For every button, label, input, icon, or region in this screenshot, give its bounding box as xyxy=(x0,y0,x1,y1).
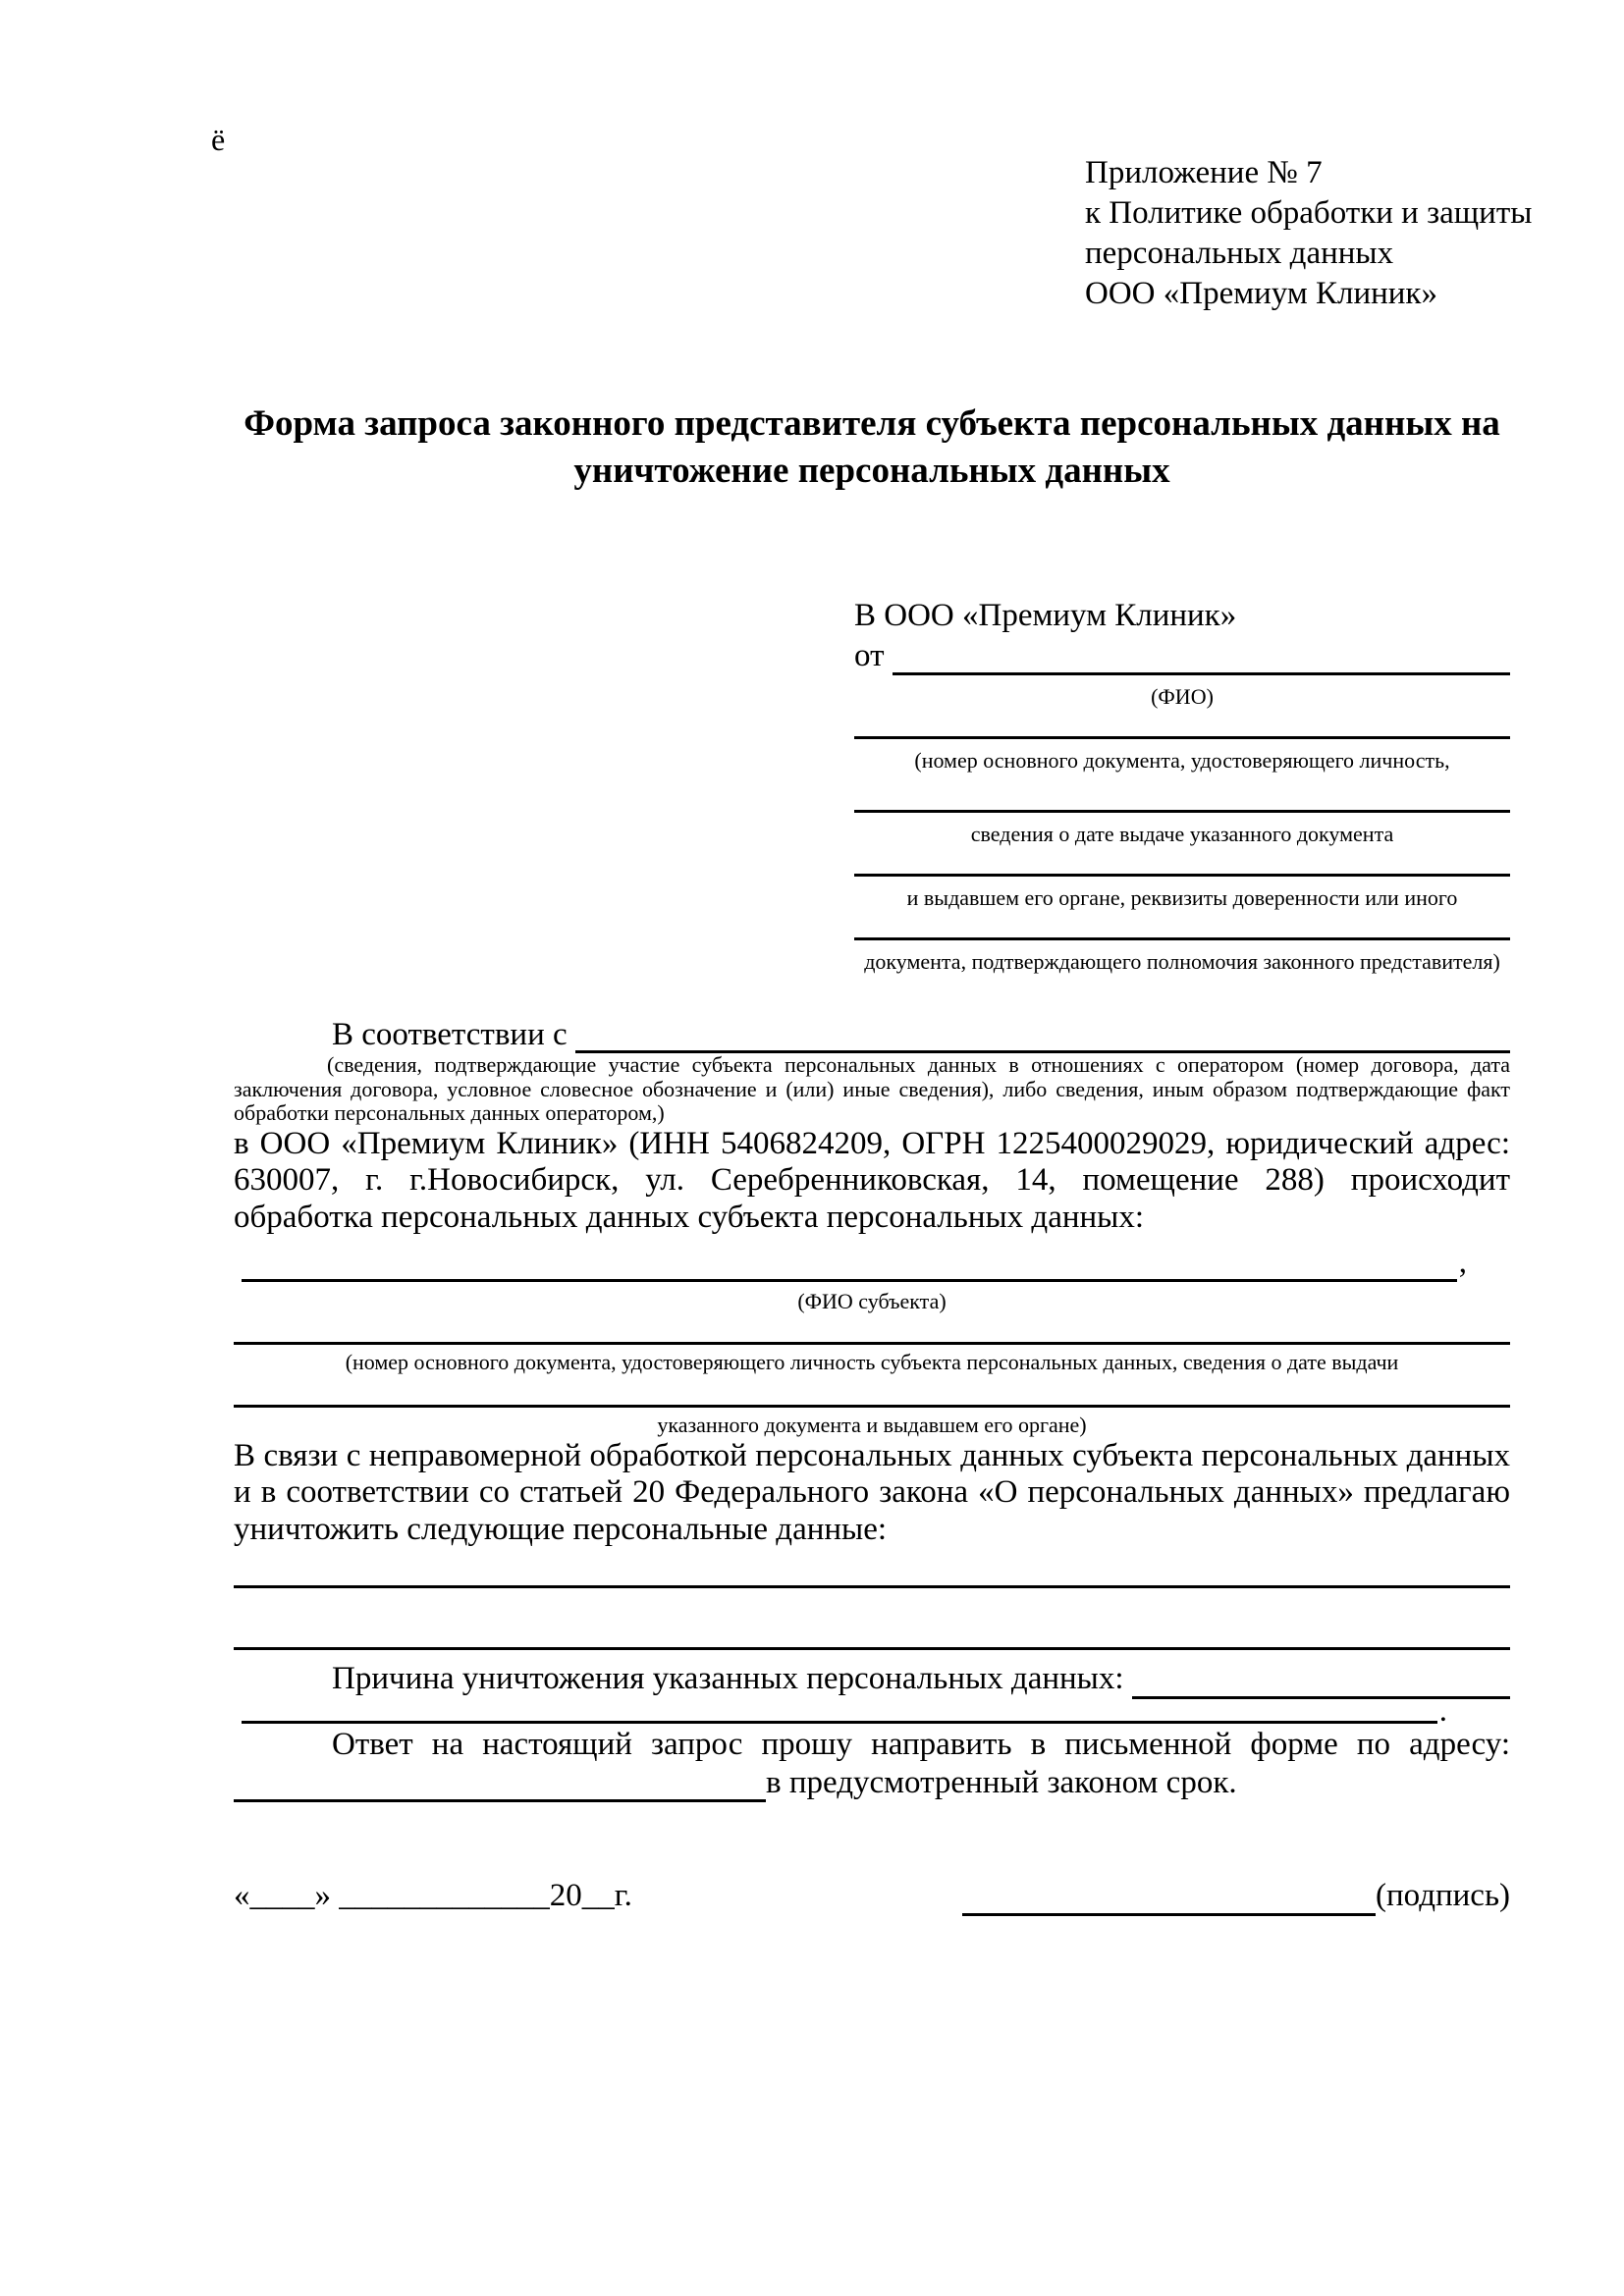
demand-paragraph: В связи с неправомерной обработкой персональных данных субъекта персональных данных и в соответствии со статьей 20 Федерального закона «О персональных данных» предлагаю уничтожить следующие персональные данные: xyxy=(234,1437,1510,1547)
subject-fio-blank-line xyxy=(242,1243,1457,1282)
appendix-line-1: Приложение № 7 xyxy=(1085,155,1323,190)
reply-address-row xyxy=(234,1763,1510,1802)
signature-caption: (подпись) xyxy=(1376,1878,1510,1914)
reason-row xyxy=(234,1658,1510,1699)
trailing-comma: , xyxy=(1458,1244,1467,1280)
appendix-line-4: ООО «Премиум Клиник» xyxy=(1085,276,1437,311)
subject-doc-caption-2: указанного документа и выдавшем его органе) xyxy=(657,1412,1087,1437)
data-blank-line-1 xyxy=(234,1548,1510,1588)
according-row xyxy=(234,1016,1510,1053)
subject-doc-blank-line-1 xyxy=(234,1314,1510,1345)
address-blank-line xyxy=(234,1763,766,1802)
issuer-caption: и выдавшем его органе, реквизиты доверенности или иного xyxy=(906,885,1458,910)
addressee-block xyxy=(854,596,1510,975)
reason-blank-line-2 xyxy=(242,1699,1437,1724)
according-note: (сведения, подтверждающие участие субъекта персональных данных в отношениях с оператором (номер договора, дата заключения договора, условное словесное обозначение и (или) иные сведения), либо сведения, иным образом подтверждающие факт обработки персональных данных оператором,) xyxy=(234,1052,1510,1126)
reply-tail: в предусмотренный законом срок. xyxy=(766,1765,1237,1801)
according-blank-line xyxy=(575,1016,1510,1053)
signature-blank-line xyxy=(962,1875,1376,1916)
stray-char: ё xyxy=(211,122,226,157)
reason-label: Причина уничтожения указанных персональных данных: xyxy=(332,1661,1124,1697)
data-blank-line-2 xyxy=(234,1588,1510,1650)
signature-group xyxy=(962,1875,1510,1916)
reason-continuation-row xyxy=(234,1693,1447,1730)
doc-number-caption: (номер основного документа, удостоверяющего личность, xyxy=(914,748,1450,773)
from-row xyxy=(854,636,1510,675)
authority-blank-line xyxy=(854,911,1510,940)
subject-fio-caption: (ФИО субъекта) xyxy=(797,1288,947,1313)
appendix-line-3: персональных данных xyxy=(1085,236,1394,271)
signature-row xyxy=(234,1875,1510,1916)
reply-paragraph: Ответ на настоящий запрос прошу направить в письменной форме по адресу: xyxy=(332,1727,1510,1763)
subject-fio-row xyxy=(234,1243,1467,1282)
from-label: от xyxy=(854,638,885,673)
subject-doc-caption-1: (номер основного документа, удостоверяющего личность субъекта персональных данных, сведения о дате выдачи xyxy=(345,1349,1399,1374)
operator-paragraph: в ООО «Премиум Клиник» (ИНН 5406824209, ОГРН 1225400029029, юридический адрес: 630007, г. г.Новосибирск, ул. Серебренниковская, 14, помещение 288) происходит обработка персональных данных субъекта персональных данных: xyxy=(234,1125,1510,1235)
reason-blank-line xyxy=(1132,1658,1510,1699)
issue-date-blank-line xyxy=(854,774,1510,813)
according-label: В соответствии с xyxy=(332,1017,568,1052)
appendix-block xyxy=(1085,153,1532,314)
authority-caption: документа, подтверждающего полномочия законного представителя) xyxy=(864,949,1500,974)
issue-date-caption: сведения о дате выдаче указанного документа xyxy=(970,822,1394,846)
fio-caption: (ФИО) xyxy=(1151,684,1214,709)
issuer-blank-line xyxy=(854,847,1510,877)
doc-number-blank-line xyxy=(854,710,1510,739)
appendix-line-2: к Политике обработки и защиты xyxy=(1085,195,1533,231)
representative-fio-blank-line xyxy=(893,636,1511,675)
date-blank: «____» _____________20__г. xyxy=(234,1878,632,1914)
document-title: Форма запроса законного представителя субъекта персональных данных на уничтожение персональных данных xyxy=(244,403,1500,491)
trailing-period: . xyxy=(1438,1693,1447,1730)
addressee-organization: В ООО «Премиум Клиник» xyxy=(854,598,1237,633)
subject-doc-blank-line-2 xyxy=(234,1375,1510,1408)
